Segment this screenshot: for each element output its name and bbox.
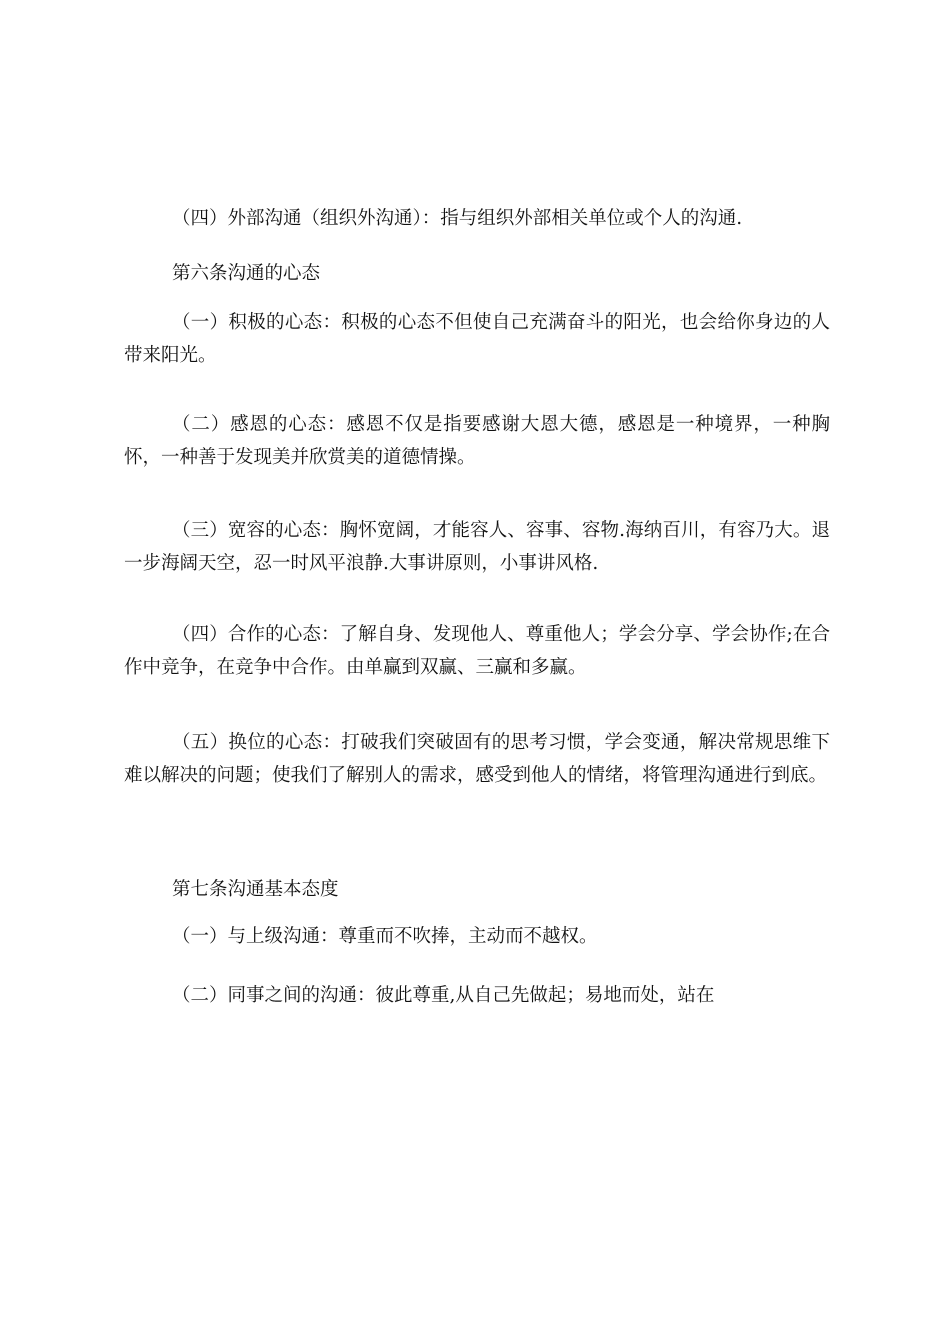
paragraph-external-communication: （四）外部沟通（组织外沟通）：指与组织外部相关单位或个人的沟通.: [172, 208, 743, 229]
paragraph-cooperative-mindset: （四）合作的心态：了解自身、发现他人、尊重他人；学会分享、学会协作;在合作中竞争，在竞争中合作。由单赢到双赢、三赢和多赢。: [124, 624, 830, 678]
paragraph-empathy-mindset: （五）换位的心态：打破我们突破固有的思考习惯，学会变通，解决常规思维下难以解决的问题；使我们了解别人的需求，感受到他人的情绪，将管理沟通进行到底。: [124, 732, 830, 786]
paragraph-positive-mindset: （一）积极的心态：积极的心态不但使自己充满奋斗的阳光，也会给你身边的人带来阳光。: [124, 312, 830, 366]
paragraph-tolerant-mindset: （三）宽容的心态：胸怀宽阔，才能容人、容事、容物.海纳百川，有容乃大。退一步海阔天空，忍一时风平浪静.大事讲原则，小事讲风格.: [124, 520, 830, 574]
section-heading-article-7: 第七条沟通基本态度: [172, 879, 339, 900]
paragraph-peer-communication: （二）同事之间的沟通：彼此尊重,从自己先做起；易地而处，站在: [172, 985, 715, 1006]
paragraph-grateful-mindset: （二）感恩的心态：感恩不仅是指要感谢大恩大德，感恩是一种境界，一种胸怀，一种善于发现美并欣赏美的道德情操。: [124, 414, 830, 468]
section-heading-article-6: 第六条沟通的心态: [172, 263, 321, 284]
paragraph-superior-communication: （一）与上级沟通：尊重而不吹捧，主动而不越权。: [172, 926, 598, 947]
